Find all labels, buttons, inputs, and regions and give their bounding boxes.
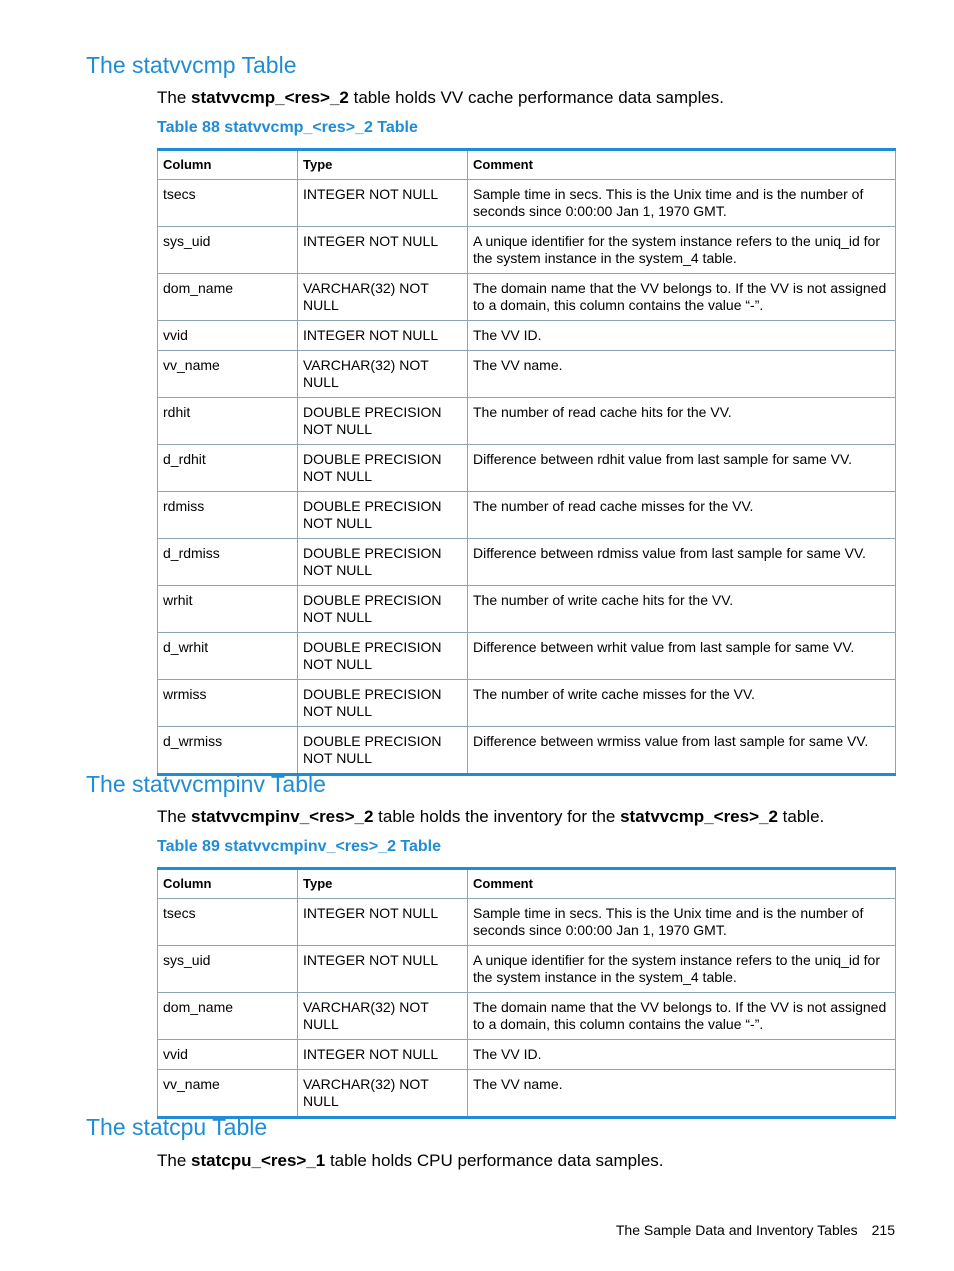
table-caption-89: Table 89 statvvcmpinv_<res>_2 Table <box>157 838 442 855</box>
table-caption-88: Table 88 statvvcmp_<res>_2 Table <box>157 119 418 136</box>
table-row <box>158 321 896 351</box>
cell-column: d_rdhit <box>158 445 298 492</box>
table-row <box>158 1040 896 1070</box>
cell-column: wrmiss <box>158 680 298 727</box>
cell-column: sys_uid <box>158 946 298 993</box>
table-row <box>158 1070 896 1118</box>
cell-type: DOUBLE PRECISION NOT NULL <box>298 727 468 775</box>
table-row <box>158 539 896 586</box>
cell-comment: Sample time in secs. This is the Unix time and is the number of seconds since 0:00:00 Jan 1, 1970 GMT. <box>468 180 896 227</box>
cell-column: sys_uid <box>158 227 298 274</box>
cell-comment: The number of read cache hits for the VV. <box>468 398 896 445</box>
intro-text: table. <box>777 807 825 826</box>
page-number: 215 <box>871 1222 895 1238</box>
table-row <box>158 993 896 1040</box>
cell-type: INTEGER NOT NULL <box>298 321 468 351</box>
cell-column: rdmiss <box>158 492 298 539</box>
cell-type: INTEGER NOT NULL <box>298 899 468 946</box>
cell-type: DOUBLE PRECISION NOT NULL <box>298 633 468 680</box>
cell-type: INTEGER NOT NULL <box>298 227 468 274</box>
cell-comment: Difference between rdhit value from last sample for same VV. <box>468 445 896 492</box>
cell-comment: The domain name that the VV belongs to. If the VV is not assigned to a domain, this column contains the value “-”. <box>468 993 896 1040</box>
table-row <box>158 680 896 727</box>
section-title-statvvcmpinv: The statvvcmpinv Table <box>86 771 326 797</box>
table-row <box>158 946 896 993</box>
table-row <box>158 899 896 946</box>
statvvcmpinv-table <box>157 867 896 1119</box>
cell-type: DOUBLE PRECISION NOT NULL <box>298 445 468 492</box>
intro-text: table holds the inventory for the <box>373 807 621 826</box>
cell-comment: A unique identifier for the system instance refers to the uniq_id for the system instance in the system_4 table. <box>468 227 896 274</box>
intro-table-name: statcpu_<res>_1 <box>191 1151 326 1170</box>
cell-type: VARCHAR(32) NOT NULL <box>298 274 468 321</box>
cell-column: d_wrmiss <box>158 727 298 775</box>
cell-comment: The domain name that the VV belongs to. If the VV is not assigned to a domain, this column contains the value “-”. <box>468 274 896 321</box>
cell-type: DOUBLE PRECISION NOT NULL <box>298 680 468 727</box>
cell-column: vv_name <box>158 1070 298 1118</box>
cell-column: d_wrhit <box>158 633 298 680</box>
column-header: Column <box>158 869 298 899</box>
cell-column: tsecs <box>158 899 298 946</box>
intro-text: table holds VV cache performance data samples. <box>348 88 725 107</box>
footer-title: The Sample Data and Inventory Tables <box>615 1222 858 1238</box>
cell-type: INTEGER NOT NULL <box>298 946 468 993</box>
cell-comment: The VV name. <box>468 351 896 398</box>
cell-comment: The number of write cache misses for the VV. <box>468 680 896 727</box>
cell-comment: Difference between rdmiss value from last sample for same VV. <box>468 539 896 586</box>
table-row <box>158 274 896 321</box>
table-header-row <box>158 150 896 180</box>
cell-column: tsecs <box>158 180 298 227</box>
cell-comment: The VV ID. <box>468 1040 896 1070</box>
cell-column: rdhit <box>158 398 298 445</box>
cell-type: DOUBLE PRECISION NOT NULL <box>298 492 468 539</box>
table-row <box>158 586 896 633</box>
cell-comment: The number of read cache misses for the VV. <box>468 492 896 539</box>
cell-comment: The VV name. <box>468 1070 896 1118</box>
intro-text: table holds CPU performance data samples. <box>325 1151 664 1170</box>
table-row <box>158 180 896 227</box>
intro-text: The <box>157 88 192 107</box>
table-row <box>158 227 896 274</box>
cell-comment: Difference between wrhit value from last sample for same VV. <box>468 633 896 680</box>
intro-table-name: statvvcmp_<res>_2 <box>191 88 349 107</box>
table-row <box>158 633 896 680</box>
intro-text: The <box>157 1151 192 1170</box>
column-header: Comment <box>468 869 896 899</box>
cell-comment: The number of write cache hits for the VV. <box>468 586 896 633</box>
cell-type: VARCHAR(32) NOT NULL <box>298 1070 468 1118</box>
cell-column: vvid <box>158 1040 298 1070</box>
cell-type: DOUBLE PRECISION NOT NULL <box>298 398 468 445</box>
cell-column: dom_name <box>158 993 298 1040</box>
cell-type: VARCHAR(32) NOT NULL <box>298 993 468 1040</box>
cell-column: dom_name <box>158 274 298 321</box>
column-header: Comment <box>468 150 896 180</box>
cell-comment: The VV ID. <box>468 321 896 351</box>
cell-column: wrhit <box>158 586 298 633</box>
intro-table-name: statvvcmpinv_<res>_2 <box>191 807 374 826</box>
section-intro-statvvcmpinv <box>157 807 824 827</box>
section-intro-statvvcmp <box>157 88 724 108</box>
column-header: Type <box>298 869 468 899</box>
table-row <box>158 727 896 775</box>
column-header: Column <box>158 150 298 180</box>
section-title-statvvcmp: The statvvcmp Table <box>86 52 297 78</box>
statvvcmp-table <box>157 148 896 776</box>
cell-type: VARCHAR(32) NOT NULL <box>298 351 468 398</box>
cell-type: INTEGER NOT NULL <box>298 180 468 227</box>
table-header-row <box>158 869 896 899</box>
table-row <box>158 445 896 492</box>
table-row <box>158 351 896 398</box>
table-row <box>158 398 896 445</box>
page-footer <box>616 1222 895 1238</box>
intro-text: The <box>157 807 192 826</box>
cell-comment: Sample time in secs. This is the Unix time and is the number of seconds since 0:00:00 Jan 1, 1970 GMT. <box>468 899 896 946</box>
intro-table-name: statvvcmp_<res>_2 <box>620 807 778 826</box>
cell-type: DOUBLE PRECISION NOT NULL <box>298 539 468 586</box>
section-intro-statcpu <box>157 1151 664 1171</box>
cell-type: DOUBLE PRECISION NOT NULL <box>298 586 468 633</box>
section-title-statcpu: The statcpu Table <box>86 1114 268 1140</box>
cell-column: vv_name <box>158 351 298 398</box>
cell-column: vvid <box>158 321 298 351</box>
cell-type: INTEGER NOT NULL <box>298 1040 468 1070</box>
cell-comment: A unique identifier for the system instance refers to the uniq_id for the system instance in the system_4 table. <box>468 946 896 993</box>
table-row <box>158 492 896 539</box>
column-header: Type <box>298 150 468 180</box>
cell-comment: Difference between wrmiss value from last sample for same VV. <box>468 727 896 775</box>
cell-column: d_rdmiss <box>158 539 298 586</box>
